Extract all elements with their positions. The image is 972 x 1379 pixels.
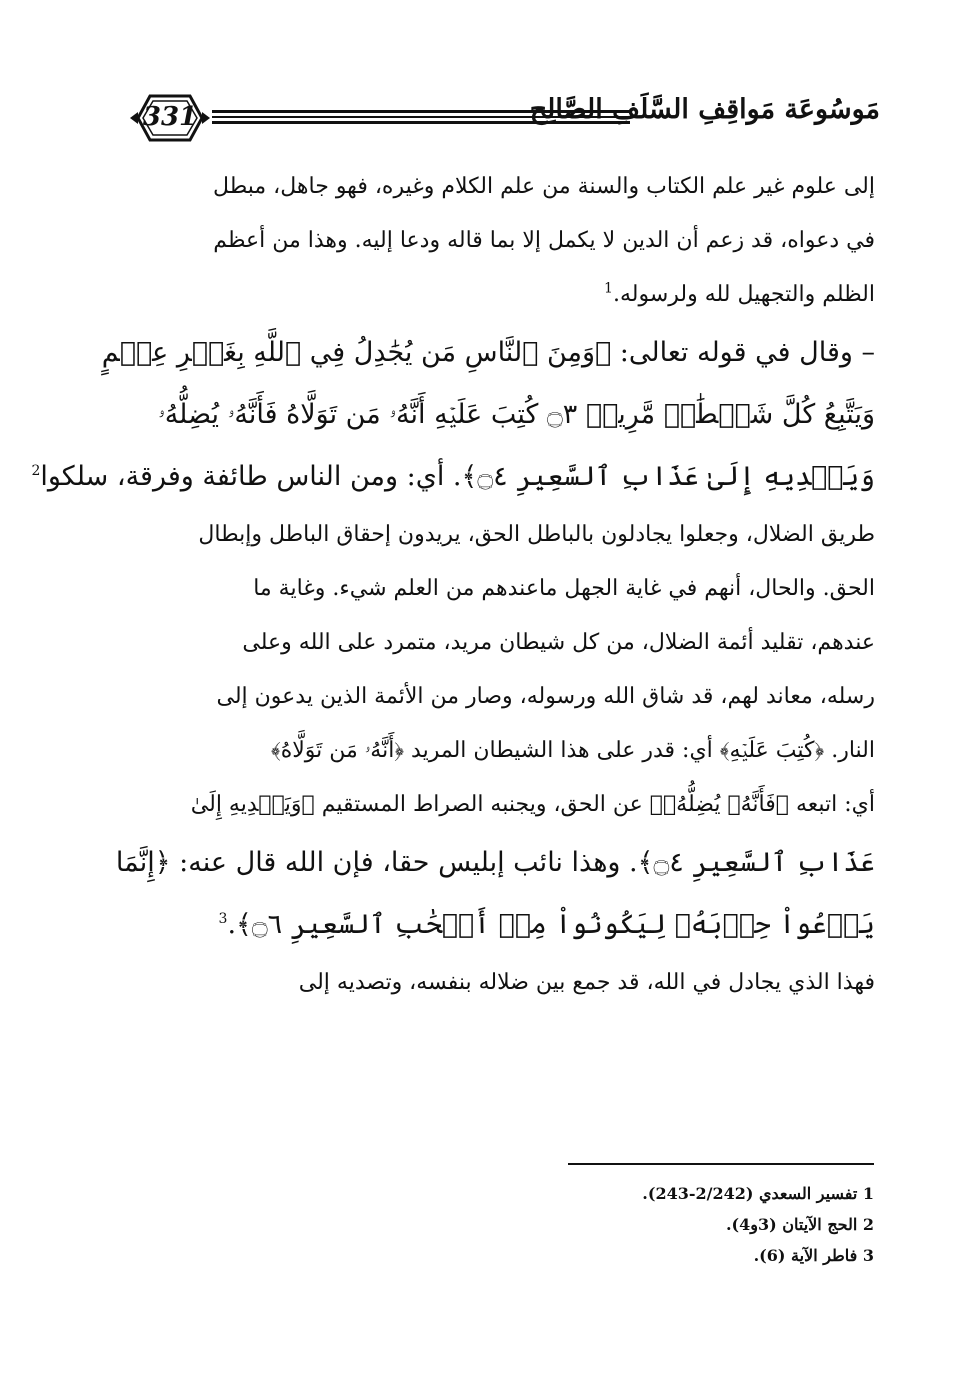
quran-line: وَيَتَّبِعُ كُلَّ شَيۡطَٰنٖ مَّرِيدٖ ۝٣ كُتِبَ عَلَيۡهِ أَنَّهُۥ مَن تَوَلَّاهُ فَأَنَّهُۥ يُضِلُّهُۥ <box>157 399 875 430</box>
quran-line: عَذَابِ ٱلسَّعِيرِ ۝٤﴾. وهذا نائب إبليس حقا، فإن الله قال عنه: ﴿إِنَّمَا <box>115 847 875 878</box>
footnote-item: 3 فاطر الآية (6). <box>753 1246 874 1265</box>
footnote-item: 1 تفسير السعدي (2/242-243). <box>642 1184 874 1203</box>
text-line: طريق الضلال، وجعلوا يجادلون بالباطل الحق، يريدون إحقاق الباطل وإبطال <box>198 522 875 547</box>
quran-line <box>130 894 875 956</box>
text-line: النار. ﴿كُتِبَ عَلَيۡهِ﴾ أي: قدر على هذا الشيطان المريد ﴿أَنَّهُۥ مَن تَوَلَّاهُ﴾ <box>270 738 875 763</box>
book-title: مَوسُوعَة مَواقِفِ السَّلَفِ الصَّالِح <box>529 94 880 125</box>
text-line: فهذا الذي يجادل في الله، قد جمع بين ضلاله بنفسه، وتصديه إلى <box>298 970 875 995</box>
footnote-ref[interactable]: 1 <box>604 280 613 297</box>
main-text <box>31 160 875 1010</box>
text-line <box>130 268 875 322</box>
footnotes <box>560 1178 874 1271</box>
footnote-ref[interactable]: 2 <box>31 463 41 479</box>
text-line: أي: اتبعه ﴿فَأَنَّهُۥ يُضِلُّهُۥ﴾ عن الحق، ويجنبه الصراط المستقيم ﴿وَيَهۡدِيهِ إِلَىٰ <box>190 792 875 817</box>
footnote-separator <box>568 1163 874 1165</box>
text-line: في دعواه، قد زعم أن الدين لا يكمل إلا بما قاله ودعا إليه. وهذا من أعظم <box>213 228 875 253</box>
text-span: يَدۡعُواْ حِزۡبَهُۥ لِيَكُونُواْ مِنۡ أَصۡحَٰبِ ٱلسَّعِيرِ ۝٦﴾. <box>227 909 875 940</box>
text-line: إلى علوم غير علم الكتاب والسنة من علم الكلام وغيره، فهو جاهل، مبطل <box>213 174 875 199</box>
quran-line <box>31 446 875 508</box>
page-number-badge <box>128 92 212 144</box>
footnote-item: 2 الحج الآيتان (3و4). <box>725 1215 874 1234</box>
text-span: وَيَهۡدِيهِ إِلَىٰ عَذَابِ ٱلسَّعِيرِ ۝٤﴾. أي: ومن الناس طائفة وفرقة، سلكوا <box>40 461 875 492</box>
footnote-ref[interactable]: 3 <box>218 911 228 927</box>
text-line: رسله، معاند لهم، قد شاق الله ورسوله، وصار من الأئمة الذين يدعون إلى <box>216 684 875 709</box>
text-span: الظلم والتجهيل لله ولرسوله. <box>612 282 875 307</box>
quran-line: – وقال في قوله تعالى: ﴿وَمِنَ ٱلنَّاسِ مَن يُجَٰدِلُ فِي ٱللَّهِ بِغَيۡرِ عِلۡمٍ <box>101 337 875 368</box>
text-line: الحق. والحال، أنهم في غاية الجهل ماعندهم من العلم شيء. وغاية ما <box>253 576 875 601</box>
page-header <box>128 92 880 152</box>
text-line: عندهم، تقليد أئمة الضلال، من كل شيطان مريد، متمرد على الله وعلى <box>242 630 875 655</box>
page-number: 331 <box>142 102 198 132</box>
